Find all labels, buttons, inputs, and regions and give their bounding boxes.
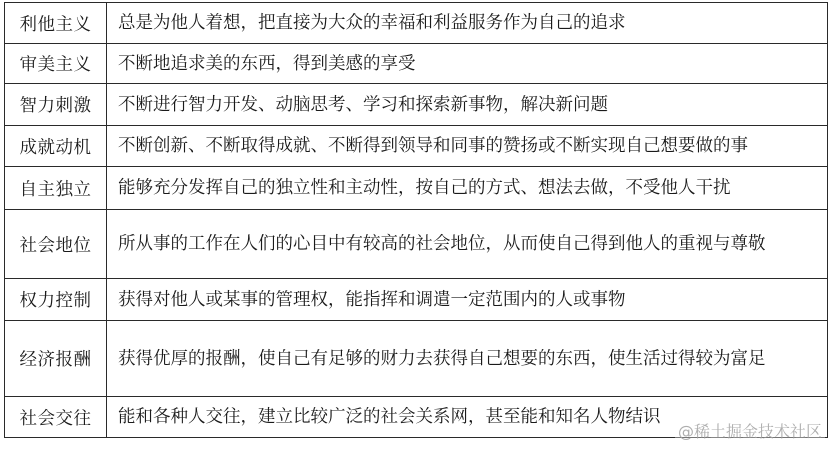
table-row	[5, 321, 828, 397]
value-name-cell: 利他主义	[5, 3, 107, 44]
table-row	[5, 84, 828, 126]
value-description-cell: 不断进行智力开发、动脑思考、学习和探索新事物，解决新问题	[107, 84, 828, 126]
value-description-cell: 所从事的工作在人们的心目中有较高的社会地位，从而使自己得到他人的重视与尊敬	[107, 210, 828, 279]
value-description-cell: 获得对他人或某事的管理权，能指挥和调遣一定范围内的人或事物	[107, 279, 828, 321]
table-row	[5, 167, 828, 210]
value-description-cell: 获得优厚的报酬，使自己有足够的财力去获得自己想要的东西，使生活过得较为富足	[107, 321, 828, 397]
value-name-cell: 社会交往	[5, 397, 107, 438]
value-name-cell: 社会地位	[5, 210, 107, 279]
value-name-cell: 经济报酬	[5, 321, 107, 397]
value-name-cell: 成就动机	[5, 126, 107, 167]
value-description-cell: 能和各种人交往，建立比较广泛的社会关系网，甚至能和知名人物结识	[107, 397, 828, 438]
value-description-cell: 能够充分发挥自己的独立性和主动性，按自己的方式、想法去做，不受他人干扰	[107, 167, 828, 210]
value-name-cell: 审美主义	[5, 44, 107, 84]
values-table-container	[4, 2, 828, 438]
work-values-table	[4, 2, 828, 438]
table-row	[5, 279, 828, 321]
table-row	[5, 126, 828, 167]
value-description-cell: 不断创新、不断取得成就、不断得到领导和同事的赞扬或不断实现自己想要做的事	[107, 126, 828, 167]
value-description-cell: 总是为他人着想，把直接为大众的幸福和利益服务作为自己的追求	[107, 3, 828, 44]
value-name-cell: 自主独立	[5, 167, 107, 210]
table-row	[5, 44, 828, 84]
table-row	[5, 210, 828, 279]
watermark: @稀土掘金技术社区	[675, 418, 825, 443]
table-row	[5, 3, 828, 44]
value-name-cell: 智力刺激	[5, 84, 107, 126]
value-description-cell: 不断地追求美的东西，得到美感的享受	[107, 44, 828, 84]
value-name-cell: 权力控制	[5, 279, 107, 321]
